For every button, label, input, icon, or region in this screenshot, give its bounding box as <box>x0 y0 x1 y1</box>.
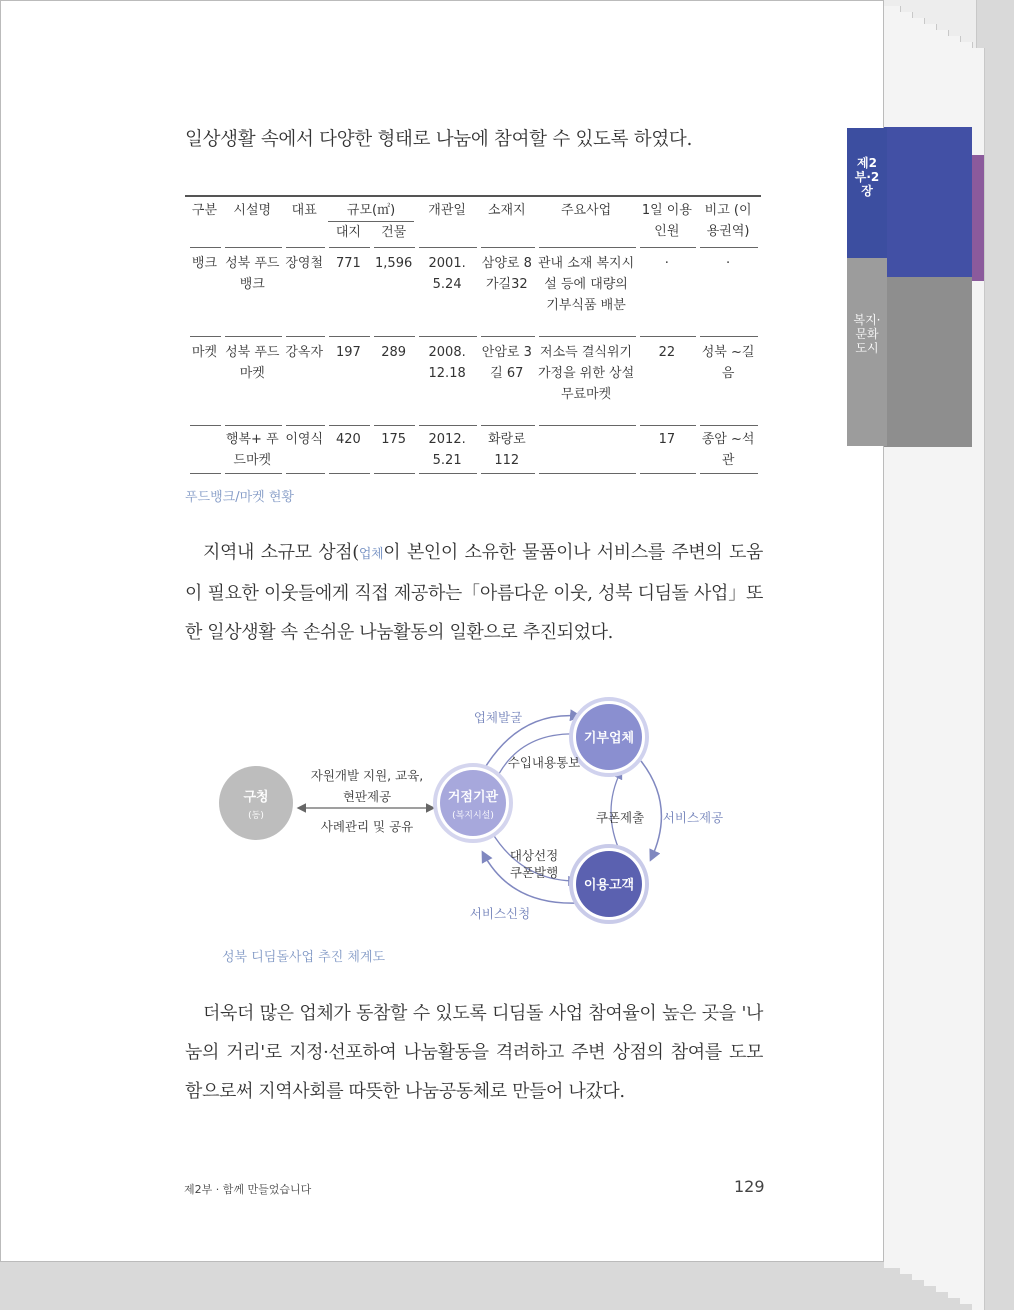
table-rule <box>286 336 325 337</box>
table-cell: 강옥자 <box>285 345 324 360</box>
table-rule <box>481 336 535 337</box>
table-header: 규모(㎡) <box>328 194 414 222</box>
table-cell: 삼양로 8가길32 <box>481 256 532 292</box>
table-header: 1일 이용인원 <box>641 203 692 239</box>
table-rule <box>539 336 636 337</box>
hub-label: 거점기관 <box>447 790 499 805</box>
table-cell: 175 <box>381 432 407 447</box>
chapter-tab[interactable] <box>847 128 887 258</box>
table-rule <box>640 336 697 337</box>
table-cell: 장영철 <box>285 256 324 271</box>
table-rule <box>700 247 758 248</box>
edge-tab-gray <box>884 277 972 447</box>
table-cell: 2001. 5.24 <box>428 256 466 292</box>
table-header: 주요사업 <box>560 203 612 218</box>
table-cell: 안암로 3길 67 <box>481 345 532 381</box>
table-rule <box>286 247 325 248</box>
section-tab-label: 복지·문화도시 <box>853 313 881 355</box>
table-header: 비고 (이용권역) <box>704 203 752 239</box>
table-cell: 이영식 <box>285 432 324 447</box>
table-rule <box>190 247 221 248</box>
table-cell: 197 <box>336 345 361 360</box>
foodbank-table <box>185 194 761 473</box>
page-number: 129 <box>734 1177 765 1196</box>
diagram-caption: 성북 디딤돌사업 추진 체계도 <box>222 950 386 965</box>
table-rule <box>419 247 477 248</box>
table-cell: 마켓 <box>191 345 218 360</box>
table-header: 구분 <box>191 203 218 218</box>
table-cell: 771 <box>336 256 361 271</box>
table-rule <box>329 336 370 337</box>
support-label-2: 현판제공 <box>342 789 392 804</box>
table-rule <box>225 247 282 248</box>
gucheong-sub: (동) <box>248 811 264 821</box>
footer-section-title: 제2부 · 함께 만들었습니다 <box>184 1183 312 1196</box>
hub-sub: (복지시설) <box>452 811 494 821</box>
table-subheader: 건물 <box>381 225 407 240</box>
table-header: 개관일 <box>428 203 466 218</box>
gucheong-label: 구청 <box>243 790 269 805</box>
table-cell: 종암 ~석관 <box>701 432 755 468</box>
share-label: 사례관리 및 공유 <box>320 819 414 834</box>
table-rule <box>640 425 697 426</box>
service-provide-label: 서비스제공 <box>662 810 724 825</box>
support-label-1: 자원개발 지원, 교육, <box>310 768 424 783</box>
table-rule <box>190 473 221 474</box>
notify-label: 수입내용통보 <box>507 755 581 770</box>
table-rule <box>374 425 415 426</box>
table-cell: 행복+ 푸드마켓 <box>225 432 279 468</box>
paragraph-1-before: 지역내 소규모 상점( <box>203 542 359 563</box>
paragraph-1-after: 이 본인이 소유한 물품이나 서비스를 주변의 도움이 필요한 이웃들에게 직접 제공하는「아름다운 이웃, 성북 디딤돌 사업」또한 일상생활 속 손쉬운 나눔활동의 일환으로 추진되었다. <box>185 542 763 643</box>
table-rule <box>419 473 477 474</box>
table-rule <box>539 247 636 248</box>
table-rule <box>700 425 758 426</box>
table-rule <box>286 473 325 474</box>
table-rule <box>225 336 282 337</box>
table-cell: 저소득 결식위기가정을 위한 상설무료마켓 <box>537 345 635 402</box>
table-cell: 성북 푸드뱅크 <box>225 256 280 292</box>
table-rule <box>640 247 697 248</box>
paragraph-1 <box>185 533 763 652</box>
customer-label: 이용고객 <box>583 878 635 893</box>
table-cell: 17 <box>658 432 676 447</box>
table-subheader: 대지 <box>335 225 361 240</box>
table-cell <box>538 425 635 473</box>
table-header: 소재지 <box>487 203 526 218</box>
table-rule <box>225 473 282 474</box>
table-caption: 푸드뱅크/마켓 현황 <box>185 490 294 505</box>
table-rule <box>419 425 477 426</box>
table-cell: 2008. 12.18 <box>428 345 466 381</box>
service-apply-label: 서비스신청 <box>469 906 531 921</box>
section-tab[interactable] <box>847 258 887 446</box>
table-rule <box>481 425 535 426</box>
process-diagram <box>201 691 761 931</box>
table-cell: · <box>726 256 731 271</box>
table-cell: 22 <box>658 345 676 360</box>
table-rule <box>225 425 282 426</box>
table-rule <box>374 247 415 248</box>
table-rule <box>481 473 535 474</box>
donor-label: 기부업체 <box>583 731 635 746</box>
table-cell: 289 <box>381 345 407 360</box>
table-rule <box>329 247 370 248</box>
table-rule <box>190 425 221 426</box>
table-rule <box>640 473 697 474</box>
chapter-tab-label: 제2부·2장 <box>854 156 880 198</box>
table-rule <box>190 336 221 337</box>
paragraph-2-text: 더욱더 많은 업체가 동참할 수 있도록 디딤돌 사업 참여율이 높은 곳을 '나눔의 거리'로 지정·선포하여 나눔활동을 격려하고 주변 상점의 참여를 도모함으로써 지역사회를 따뜻한 나눔공동체로 만들어 나갔다. <box>185 1003 763 1102</box>
table-rule <box>481 247 535 248</box>
table-rule <box>419 336 477 337</box>
table-rule <box>329 425 370 426</box>
table-cell: 관내 소재 복지시설 등에 대량의 기부식품 배분 <box>537 256 635 313</box>
table-rule <box>700 473 758 474</box>
table-cell: 성북 푸드마켓 <box>225 345 280 381</box>
table-cell <box>189 425 220 473</box>
table-rule <box>286 425 325 426</box>
table-cell: 1,596 <box>375 256 413 271</box>
paragraph-2 <box>185 994 763 1111</box>
table-rule <box>374 473 415 474</box>
paragraph-1-small: 업체 <box>358 547 384 562</box>
coupon-submit-label: 쿠폰제출 <box>595 810 645 825</box>
intro-text: 일상생활 속에서 다양한 형태로 나눔에 참여할 수 있도록 하였다. <box>185 129 693 150</box>
table-cell: 화랑로 112 <box>487 432 526 468</box>
table-rule <box>329 473 370 474</box>
table-rule <box>539 473 636 474</box>
table-cell: 뱅크 <box>191 256 218 271</box>
table-header: 시설명 <box>233 203 272 218</box>
table-cell: · <box>664 256 669 271</box>
discover-label: 업체발굴 <box>473 710 523 725</box>
edge-tab-blue <box>884 127 972 277</box>
select-label-2: 쿠폰발행 <box>509 865 559 880</box>
table-cell: 420 <box>336 432 361 447</box>
select-label-1: 대상선정 <box>509 848 559 863</box>
table-header: 대표 <box>291 203 317 218</box>
edge-tab-purple <box>972 155 984 281</box>
table-rule <box>374 336 415 337</box>
table-rule <box>700 336 758 337</box>
table-rule <box>539 425 636 426</box>
table-cell: 성북 ~길음 <box>701 345 755 381</box>
table-cell: 2012. 5.21 <box>428 432 466 468</box>
